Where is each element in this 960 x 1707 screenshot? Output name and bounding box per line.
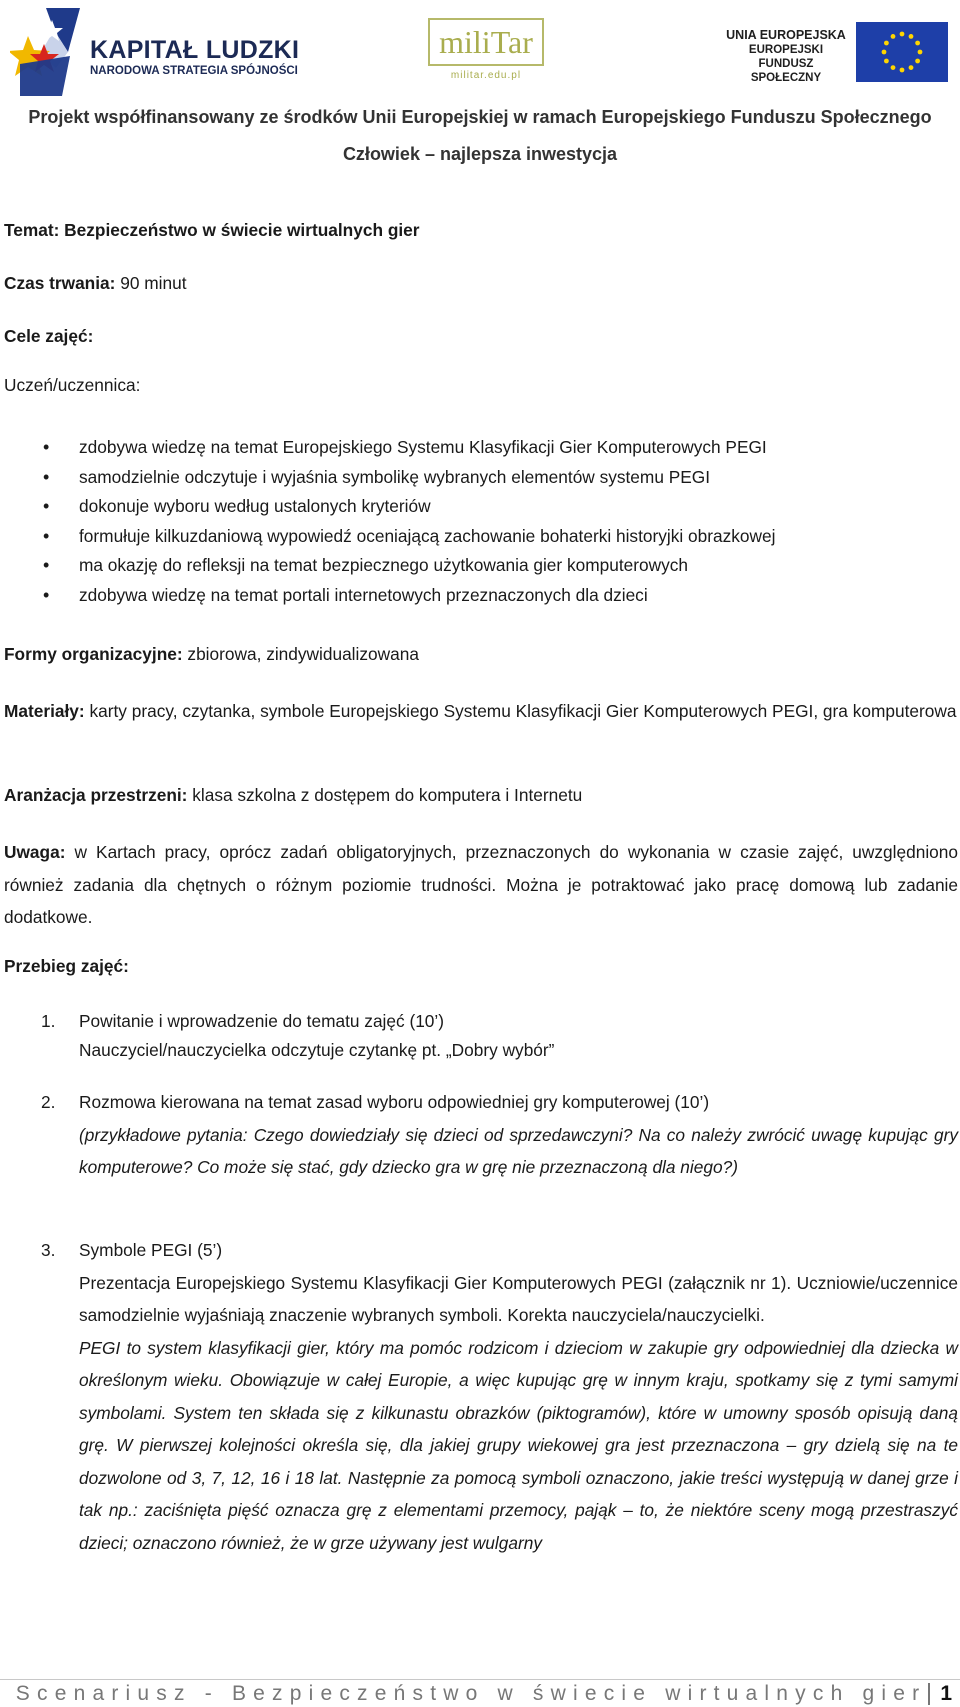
step-title: Powitanie i wprowadzenie do tematu zajęć (10’) [79,1011,445,1031]
kapital-title: KAPITAŁ LUDZKI [90,36,300,64]
duration-label: Czas trwania: [4,273,116,293]
footer-divider [0,1679,960,1680]
militar-logo [428,18,548,84]
materials-line [4,695,958,728]
kapital-ludzki-stars-icon [10,6,82,98]
forms-label: Formy organizacyjne: [4,644,183,664]
list-item: • formułuje kilkuzdaniową wypowiedź oceniającą zachowanie bohaterki historyjki obrazkowej [4,522,958,552]
footer-separator [928,1683,930,1705]
step-3 [4,1234,958,1559]
step-questions: (przykładowe pytania: Czego dowiedziały się dzieci od sprzedawczyni? Na co należy zwrócić uwagę kupując gry komputerowe? Co może się stać, gdy dziecko gra w grę nie przeznaczoną dla niego?) [79,1124,958,1177]
pegi-description: PEGI to system klasyfikacji gier, który ma pomóc rodzicom i dzieciom w zakupie gry odpowiedniej dla dziecka w określonym wieku. Obowiązuje w całej Europie, a więc kupując grę w innym kraju, spotkamy się z tymi samymi symbolami. System ten składa się z kilkunastu obrazków (piktogramów), które w umowny sposób opisują daną grę. W pierwszej kolejności określa się, dla jakiej grupy wiekowej gra jest przeznaczona – gry dzielą się na te dozwolone od 3, 7, 12, 16 i 18 lat. Następnie za pomocą symboli oznaczono, jakie treści występują w danej grze i tak np.: zaciśnięta pięść oznacza grę z elementami przemocy, pająk – to, że niektóre sceny mogą przestraszyć dzieci; oznaczono również, że w grze używany jest wulgarny [79,1337,958,1553]
page-footer [16,1681,952,1707]
topic-value: Bezpieczeństwo w świecie wirtualnych gier [59,220,420,240]
document-header [0,0,960,175]
list-item: • ma okazję do refleksji na temat bezpiecznego użytkowania gier komputerowych [4,551,958,581]
note-value: w Kartach pracy, oprócz zadań obligatoryjnych, przeznaczonych do wykonania w czasie zajęć, uwzględniono również zadania dla chętnych o różnym poziomie trudności. Można je potraktować jako pracę domową lub zadanie dodatkowe. [4,842,958,927]
militar-url: militar.edu.pl [450,70,522,81]
course-label: Przebieg zajęć: [4,956,129,976]
eu-line3: FUNDUSZ SPOŁECZNY [750,58,822,84]
step-text: Nauczyciel/nauczycielka odczytuje czytankę pt. „Dobry wybór” [79,1040,555,1060]
student-label: Uczeń/uczennica: [4,375,141,395]
militar-name: miliTar [428,18,544,66]
materials-label: Materiały: [4,701,85,721]
duration-line [4,271,958,296]
step-number: 3. [41,1240,56,1260]
goals-list [4,433,958,611]
step-1 [4,1007,958,1065]
eu-logo [726,22,948,84]
kapital-ludzki-logo [10,6,300,98]
space-line [4,783,958,808]
page-number: 1 [940,1682,952,1705]
eu-flag-icon [856,22,948,82]
step-title: Symbole PEGI (5’) [79,1240,223,1260]
forms-value: zbiorowa, zindywidualizowana [182,644,419,664]
step-title: Rozmowa kierowana na temat zasad wyboru odpowiedniej gry komputerowej (10’) [79,1092,710,1112]
note-label: Uwaga: [4,842,66,862]
note-line [4,836,958,934]
duration-value: 90 minut [115,273,187,293]
step-number: 1. [41,1011,56,1031]
eu-line2: EUROPEJSKI [748,44,824,56]
forms-line [4,642,958,667]
materials-value: karty pracy, czytanka, symbole Europejskiego Systemu Klasyfikacji Gier Komputerowych PEGI, gra komputerowa [84,701,957,721]
step-2 [4,1086,958,1184]
kapital-subtitle: NARODOWA STRATEGIA SPÓJNOŚCI [90,65,298,77]
footer-title: Scenariusz - Bezpieczeństwo w świecie wirtualnych gier [15,1682,927,1705]
goals-label: Cele zajęć: [4,326,94,346]
project-cofinancing-text: Projekt współfinansowany ze środków Unii Europejskiej w ramach Europejskiego Funduszu Społecznego [28,107,932,127]
topic-line [4,218,958,243]
list-item: • samodzielnie odczytuje i wyjaśnia symbolikę wybranych elementów systemu PEGI [4,463,958,493]
step-text: Prezentacja Europejskiego Systemu Klasyfikacji Gier Komputerowych PEGI (załącznik nr 1). Uczniowie/uczennice samodzielnie wyjaśniają znaczenie wybranych symboli. Korekta nauczyciela/nauczycielki. [79,1272,958,1325]
project-slogan: Człowiek – najlepsza inwestycja [342,144,618,164]
space-value: klasa szkolna z dostępem do komputera i Internetu [187,785,583,805]
topic-label: Temat: [4,220,60,240]
list-item: • zdobywa wiedzę na temat portali internetowych przeznaczonych dla dzieci [4,581,958,611]
list-item: • dokonuje wyboru według ustalonych kryteriów [4,492,958,522]
list-item: • zdobywa wiedzę na temat Europejskiego Systemu Klasyfikacji Gier Komputerowych PEGI [4,433,958,463]
step-number: 2. [41,1092,56,1112]
space-label: Aranżacja przestrzeni: [4,785,188,805]
eu-line1: UNIA EUROPEJSKA [726,28,846,42]
